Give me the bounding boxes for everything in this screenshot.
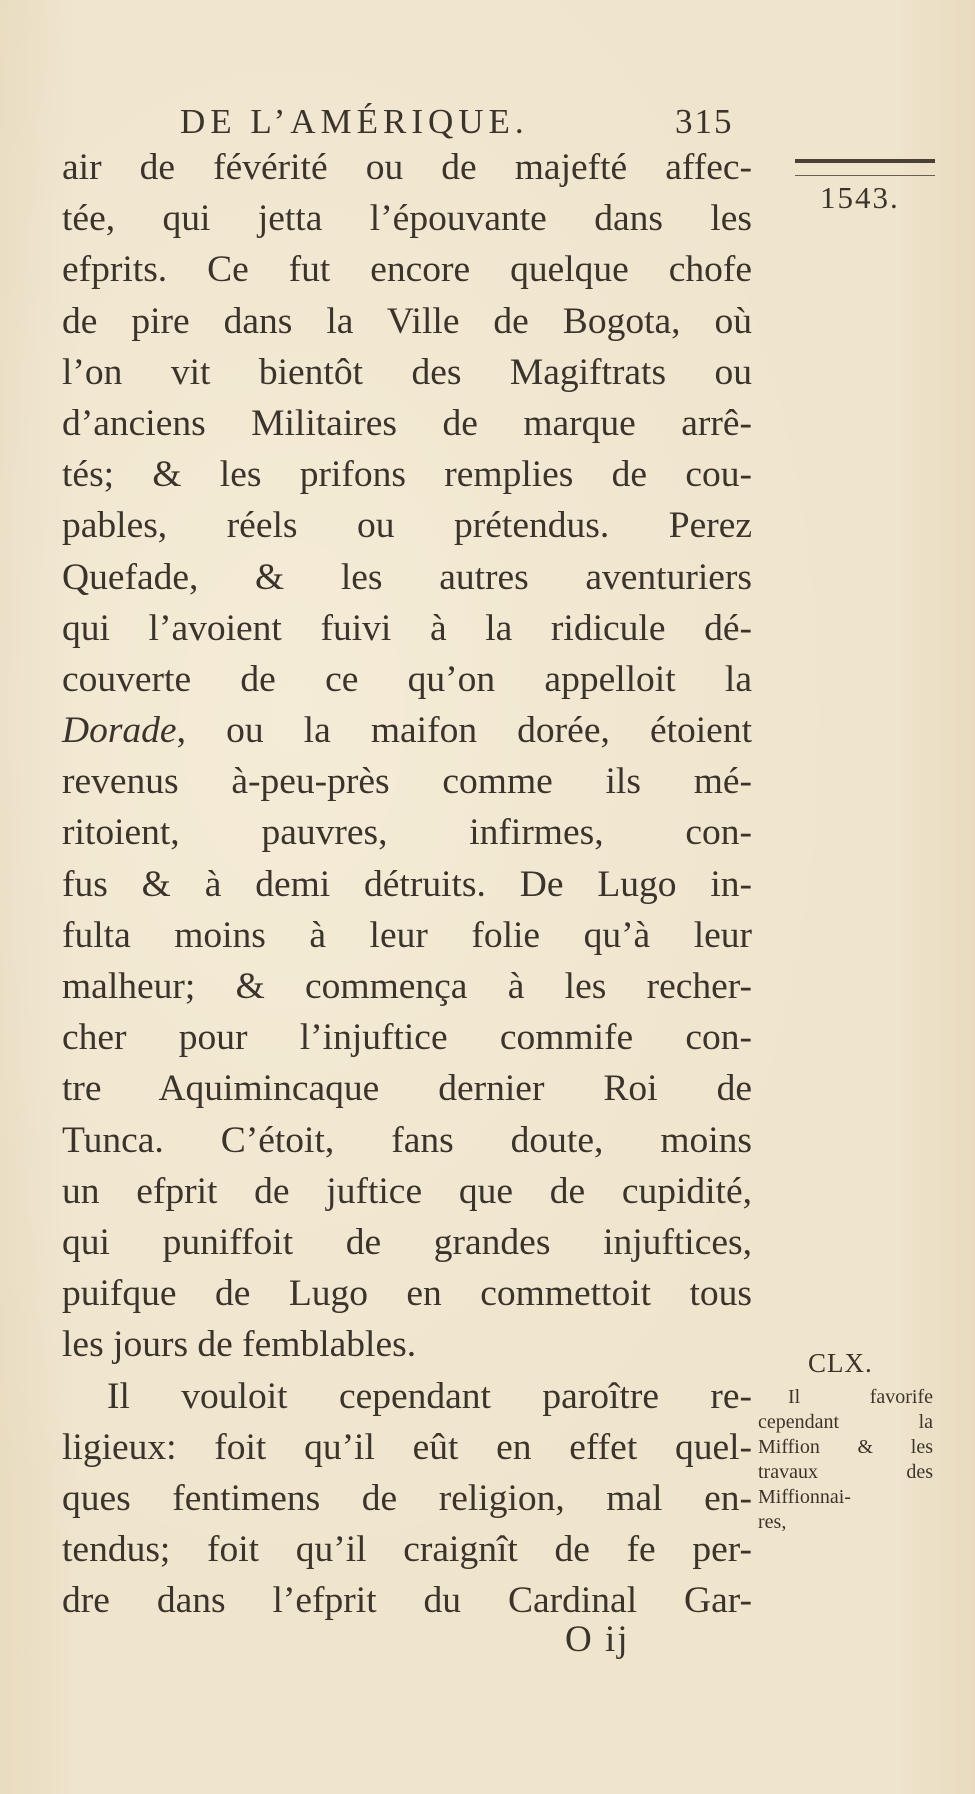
- margin-note-line: travaux des: [758, 1461, 933, 1483]
- margin-rule: [795, 159, 935, 163]
- margin-note-line: res,: [758, 1511, 787, 1533]
- text-line: Tunca. C’étoit, fans doute, moins: [62, 1119, 752, 1161]
- text-line: puifque de Lugo en commettoit tous: [62, 1273, 752, 1315]
- text-line: qui l’avoient fuivi à la ridicule dé-: [62, 607, 752, 649]
- text-line: fulta moins à leur folie qu’à leur: [62, 914, 752, 956]
- text-line-rest: , ou la maifon dorée, étoient: [176, 710, 752, 752]
- text-line: tée, qui jetta l’épouvante dans les: [62, 198, 752, 240]
- italic-word: Dorade: [62, 710, 177, 752]
- text-line: les jours de femblables.: [62, 1324, 417, 1366]
- text-line: fus & à demi détruits. De Lugo in-: [62, 863, 752, 905]
- text-line: ques fentimens de religion, mal en-: [62, 1477, 752, 1519]
- body-text: [62, 142, 752, 1626]
- margin-note-line: Miffionnai-: [758, 1486, 851, 1508]
- text-line: tre Aquimincaque dernier Roi de: [62, 1068, 752, 1110]
- text-line: d’anciens Militaires de marque arrê-: [62, 402, 752, 444]
- text-line: cher pour l’injuftice commife con-: [62, 1017, 752, 1059]
- signature-mark: O ij: [565, 1619, 630, 1660]
- text-line: dre dans l’efprit du Cardinal Gar-: [62, 1580, 752, 1622]
- text-line: Il vouloit cependant paroître re-: [107, 1375, 752, 1417]
- text-line: l’on vit bientôt des Magiftrats ou: [62, 351, 752, 393]
- text-line: air de févérité ou de majefté affec-: [62, 147, 752, 188]
- text-line: ritoient, pauvres, infirmes, con-: [62, 812, 752, 854]
- text-line: un efprit de juftice que de cupidité,: [62, 1170, 752, 1212]
- margin-note: [758, 1385, 933, 1535]
- margin-note-line: cependant la: [758, 1411, 933, 1433]
- text-line: de pire dans la Ville de Bogota, où: [62, 300, 752, 342]
- margin-year: 1543.: [820, 180, 900, 215]
- chapter-number: CLX.: [808, 1348, 873, 1378]
- running-title: DE L’AMÉRIQUE.: [180, 102, 529, 141]
- text-line: revenus à-peu-près comme ils mé-: [62, 761, 752, 803]
- running-head: [180, 102, 740, 142]
- text-line: malheur; & commença à les recher-: [62, 966, 752, 1007]
- text-line: qui puniffoit de grandes injuftices,: [62, 1221, 752, 1263]
- page-number: 315: [675, 102, 734, 141]
- margin-note-line: Il favorife: [788, 1386, 933, 1408]
- text-line: tés; & les prifons remplies de cou-: [62, 454, 752, 496]
- text-line: couverte de ce qu’on appelloit la: [62, 658, 752, 700]
- margin-rule-thin: [795, 175, 935, 176]
- text-line: efprits. Ce fut encore quelque chofe: [62, 249, 752, 291]
- text-line: ligieux: foit qu’il eût en effet quel-: [62, 1426, 752, 1468]
- text-line: Quefade, & les autres aventuriers: [62, 556, 752, 598]
- text-line: tendus; foit qu’il craignît de fe per-: [62, 1529, 752, 1571]
- margin-note-line: Miffion & les: [758, 1436, 933, 1458]
- text-line-dorade: [62, 705, 752, 756]
- text-line: pables, réels ou prétendus. Perez: [62, 505, 752, 547]
